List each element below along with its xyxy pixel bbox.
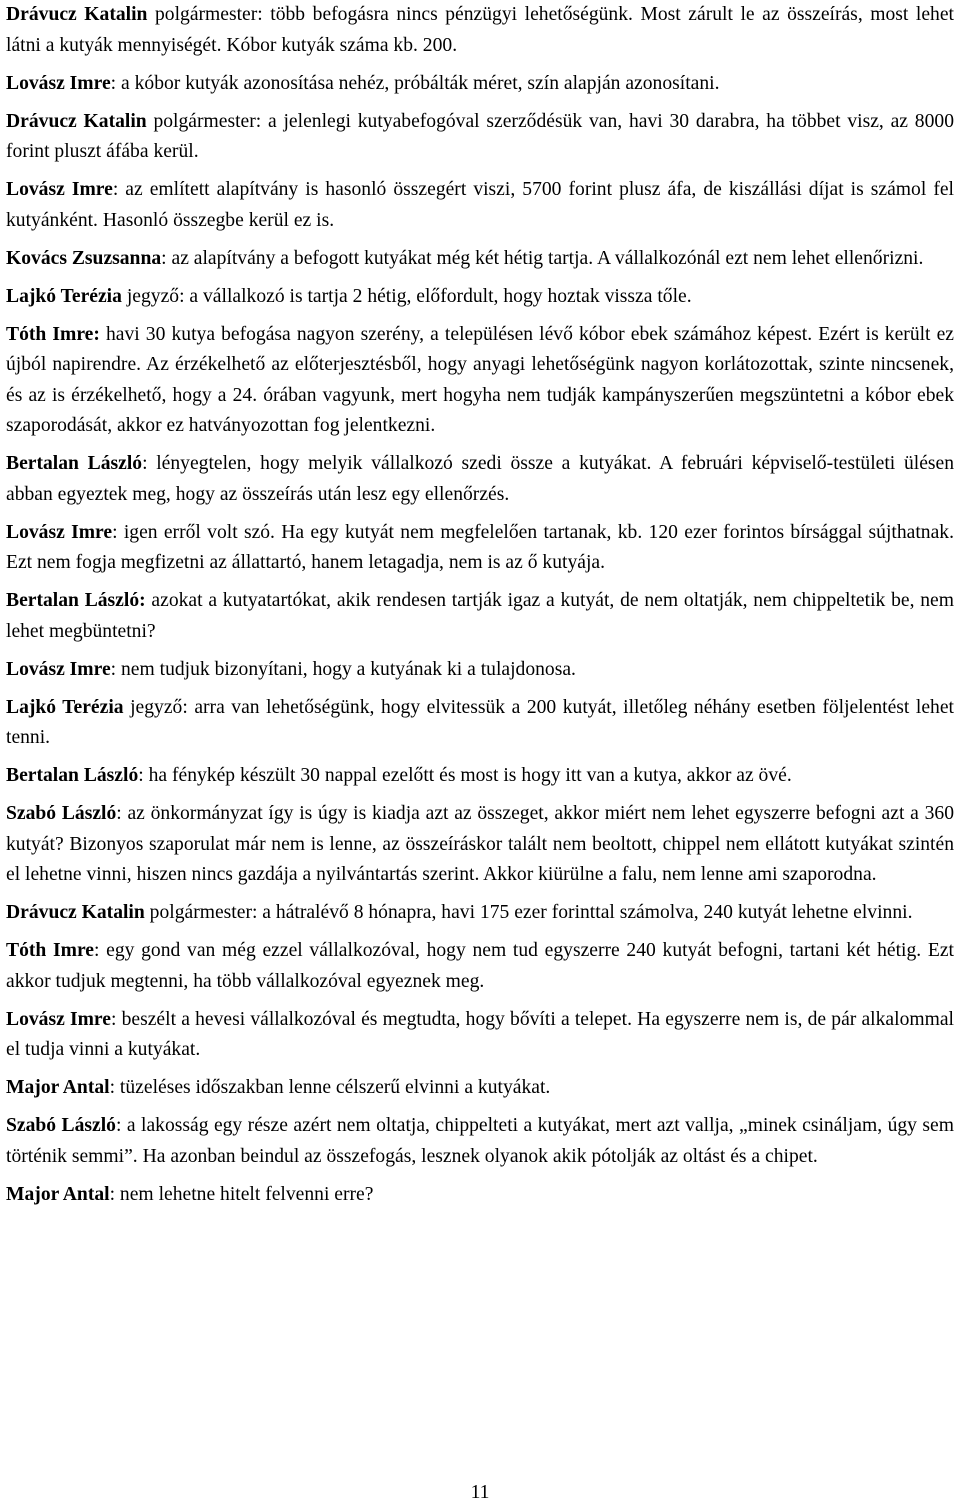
speaker-name: Lajkó Terézia (6, 696, 124, 718)
paragraph (6, 1073, 954, 1104)
speaker-name: Drávucz Katalin (6, 4, 148, 25)
paragraph (6, 1180, 954, 1211)
page-number: 11 (470, 1482, 490, 1503)
speaker-name: Lajkó Terézia (6, 285, 122, 307)
paragraph-text: : beszélt a hevesi vállalkozóval és megtudta, hogy bővíti a telepet. Ha egyszerre nem is, de pár alkalommal el tudja vinni a kutyákat. (6, 1008, 954, 1060)
paragraph-text: : nem lehetne hitelt felvenni erre? (109, 1183, 374, 1205)
speaker-name: Bertalan László (6, 765, 139, 786)
document-body (6, 0, 954, 1218)
paragraph-text: azokat a kutyatartókat, akik rendesen tartják igaz a kutyát, de nem oltatják, nem chippeltetik be, nem lehet megbüntetni? (6, 590, 954, 642)
paragraph-text: : igen erről volt szó. Ha egy kutyát nem megfelelően tartanak, kb. 120 ezer forintos bírsággal sújthatnak. Ezt nem fogja megfizetni az állattartó, hanem letagadja, nem is az ő kutyája. (6, 521, 954, 573)
paragraph (6, 936, 954, 997)
speaker-name: Lovász Imre (6, 658, 111, 680)
paragraph (6, 655, 954, 686)
paragraph-text: jegyző: arra van lehetőségünk, hogy elvitessük a 200 kutyát, illetőleg néhány esetben följelentést lehet tenni. (6, 696, 954, 748)
paragraph (6, 244, 954, 275)
paragraph (6, 761, 954, 792)
paragraph (6, 586, 954, 647)
speaker-name: Kovács Zsuzsanna (6, 247, 162, 269)
paragraph (6, 107, 954, 168)
speaker-name: Drávucz Katalin (6, 110, 147, 132)
speaker-name: Major Antal (6, 1183, 110, 1205)
paragraph (6, 175, 954, 236)
speaker-name: Lovász Imre (6, 72, 111, 94)
paragraph-text: : a kóbor kutyák azonosítása nehéz, próbálták méret, szín alapján azonosítani. (110, 72, 720, 94)
paragraph (6, 320, 954, 442)
paragraph (6, 69, 954, 100)
speaker-name: Tóth Imre (6, 940, 94, 961)
speaker-name: Major Antal (6, 1077, 110, 1098)
speaker-name: Bertalan László: (6, 590, 146, 611)
paragraph-text: : a lakosság egy része azért nem oltatja, chippelteti a kutyákat, mert azt vallja, „minek csináljam, úgy sem történik semmi”. Ha azonban beindul az összefogás, lesznek olyanok akik pótolják az oltást és a chipet. (6, 1115, 954, 1167)
paragraph (6, 282, 954, 313)
paragraph-text: polgármester: több befogásra nincs pénzügyi lehetőségünk. Most zárult le az összeírás, most lehet látni a kutyák mennyiségét. Kóbor kutyák száma kb. 200. (6, 4, 954, 56)
paragraph-text: : tüzeléses időszakban lenne célszerű elvinni a kutyákat. (109, 1077, 551, 1098)
paragraph (6, 898, 954, 929)
speaker-name: Lovász Imre (6, 179, 113, 200)
paragraph-text: : lényegtelen, hogy melyik vállalkozó szedi össze a kutyákat. A februári képviselő-testületi ülésen abban egyeztek meg, hogy az összeírás után lesz egy ellenőrzés. (6, 453, 955, 505)
paragraph (6, 1111, 954, 1172)
paragraph-text: polgármester: a jelenlegi kutyabefogóval szerződésük van, havi 30 darabra, ha többet visz, az 8000 forint pluszt áfába kerül. (6, 110, 954, 162)
paragraph-text: : az önkormányzat így is úgy is kiadja azt az összeget, akkor miért nem lehet egyszerre befogni azt a 360 kutyát? Bizonyos szaporulat már nem is lenne, az összeíráskor talált nem beoltott, chippel nem ellátott kutyákat szintén el lehetne vinni, hiszen nincs gazdája a nyilvántartás szerint. Akkor kiürülne a falu, nem lenne ami szaporodna. (6, 803, 954, 885)
paragraph (6, 1005, 954, 1066)
paragraph-text: : egy gond van még ezzel vállalkozóval, hogy nem tud egyszerre 240 kutyát befogni, tartani két hétig. Ezt akkor tudjuk megtenni, ha több vállalkozóval egyeznek meg. (6, 940, 954, 992)
speaker-name: Szabó László (6, 1115, 116, 1136)
speaker-name: Lovász Imre (6, 521, 113, 543)
paragraph-text: : az említett alapítvány is hasonló összegért viszi, 5700 forint plusz áfa, de kiszállási díjat is számol fel kutyánként. Hasonló összegbe kerül ez is. (6, 179, 954, 231)
paragraph-text: jegyző: a vállalkozó is tartja 2 hétig, előfordult, hogy hoztak vissza tőle. (121, 285, 692, 307)
paragraph-text: : ha fénykép készült 30 nappal ezelőtt és most is hogy itt van a kutya, akkor az övé. (138, 765, 792, 786)
paragraph (6, 518, 954, 579)
speaker-name: Drávucz Katalin (6, 902, 145, 923)
paragraph (6, 0, 954, 61)
paragraph (6, 693, 954, 754)
speaker-name: Lovász Imre (6, 1008, 111, 1030)
paragraph-text: : az alapítvány a befogott kutyákat még két hétig tartja. A vállalkozónál ezt nem lehet ellenőrizni. (161, 247, 924, 269)
paragraph-text: polgármester: a hátralévő 8 hónapra, havi 175 ezer forinttal számolva, 240 kutyát lehetne elvinni. (144, 902, 913, 923)
paragraph (6, 449, 954, 510)
speaker-name: Bertalan László (6, 453, 143, 474)
speaker-name: Szabó László (6, 803, 117, 824)
speaker-name: Tóth Imre: (6, 323, 100, 345)
paragraph-text: : nem tudjuk bizonyítani, hogy a kutyának ki a tulajdonosa. (110, 658, 576, 680)
paragraph-text: havi 30 kutya befogása nagyon szerény, a településen lévő kóbor ebek számához képest. Ezért is került ez újból napirendre. Az érzékelhető az előterjesztésből, hogy anyagi lehetőségünk nagyon korlátozottak, szinte nincsenek, és az is érzékelhető, hogy a 24. órában vagyunk, mert hogyha nem tudják kampányszerűen megszüntetni a kóbor ebek szaporodását, akkor ez hatványozottan fog jelentkezni. (6, 323, 954, 436)
paragraph (6, 799, 954, 891)
